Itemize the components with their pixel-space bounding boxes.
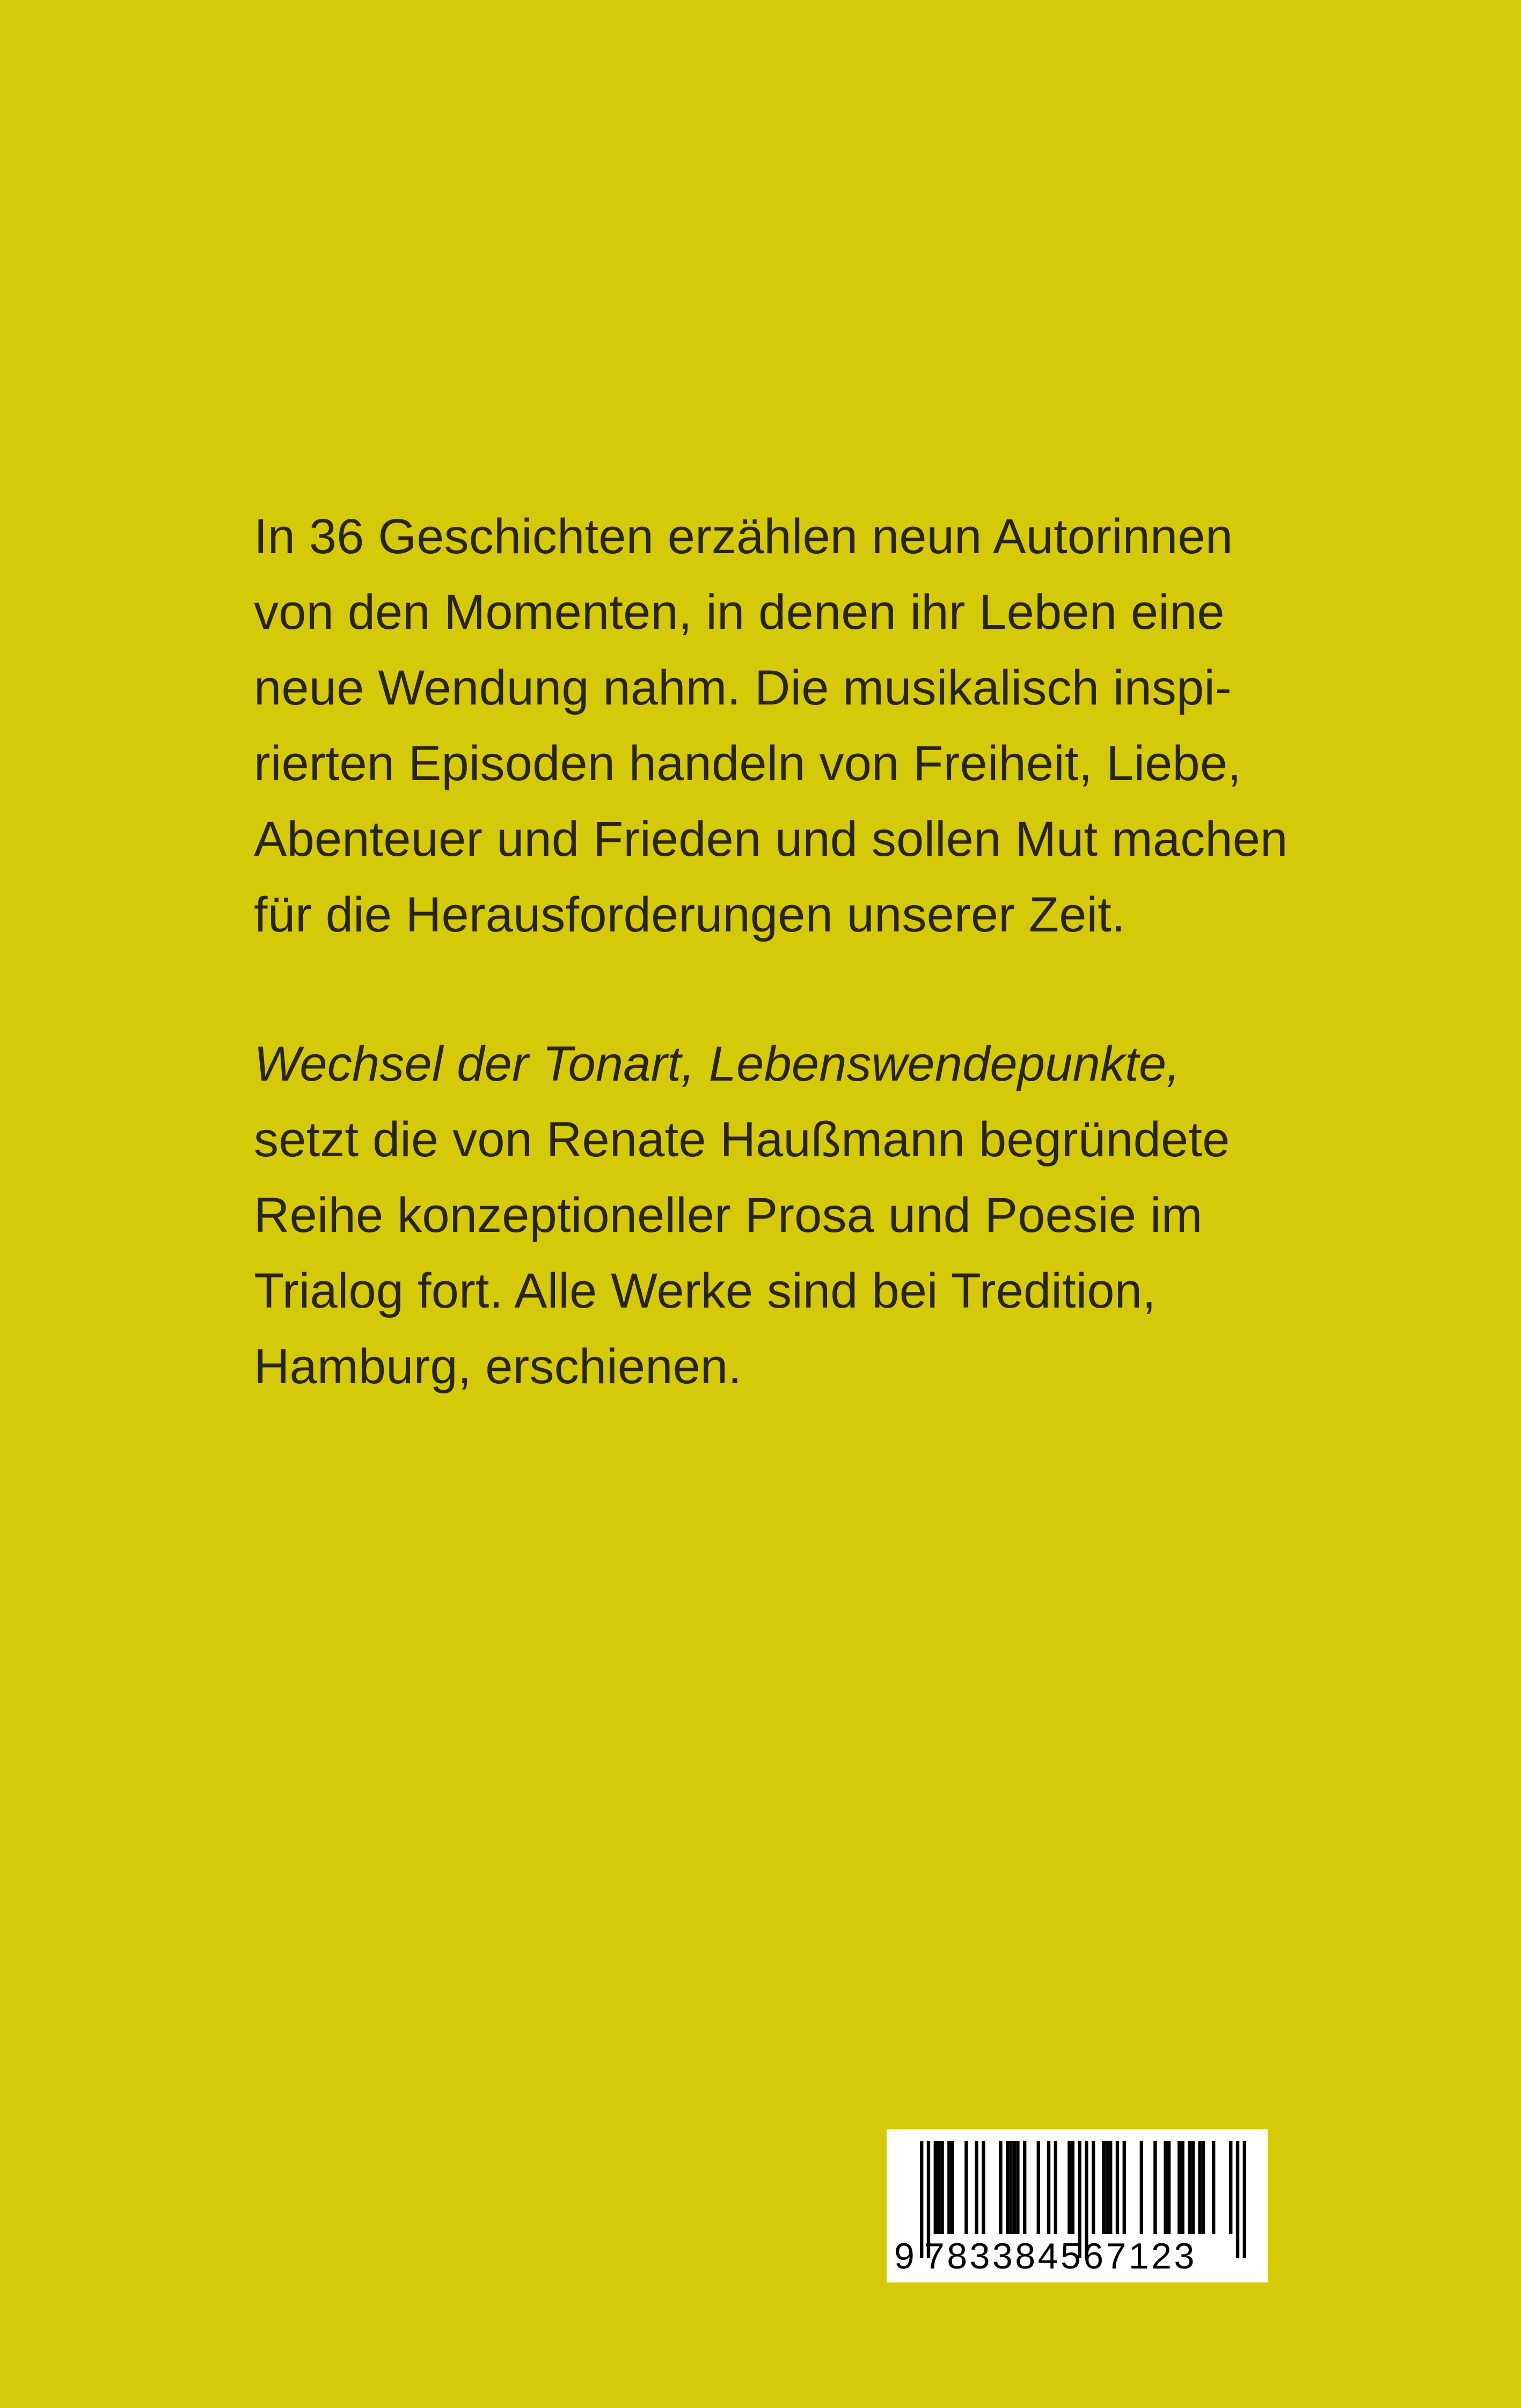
barcode-bar <box>1212 2141 1215 2234</box>
barcode-bar <box>920 2141 923 2258</box>
barcode-bar <box>1102 2141 1105 2234</box>
barcode-bar <box>1229 2141 1232 2234</box>
barcode-bar <box>1006 2141 1009 2234</box>
barcode-bar <box>975 2141 978 2234</box>
barcode-bar <box>1023 2141 1026 2234</box>
barcode-bar <box>934 2141 937 2234</box>
barcode-bar <box>1181 2141 1184 2234</box>
barcode-bar <box>947 2141 950 2234</box>
blurb-line: von den Momenten, in denen ihr Leben eine <box>254 585 1225 640</box>
isbn-digits: 783384567123 <box>924 2236 1197 2277</box>
barcode-bar <box>951 2141 954 2234</box>
barcode-bar <box>1092 2141 1095 2234</box>
blurb-line: Abenteuer und Frieden und sollen Mut machen <box>254 812 1288 867</box>
barcode-bar <box>937 2141 940 2234</box>
barcode-bar <box>1067 2141 1071 2234</box>
barcode-bar <box>1106 2141 1109 2234</box>
blurb-line: neue Wendung nahm. Die musikalisch inspi- <box>254 660 1232 715</box>
barcode-bar <box>1198 2141 1201 2234</box>
barcode-bar <box>1109 2141 1112 2234</box>
barcode-bar <box>982 2141 985 2234</box>
blurb-line: In 36 Geschichten erzählen neun Autorinnen <box>254 509 1233 564</box>
blurb-line: für die Herausforderungen unserer Zeit. <box>254 887 1125 942</box>
blurb-line: setzt die von Renate Haußmann begründete <box>254 1112 1230 1167</box>
blurb-paragraph-1 <box>254 499 1300 953</box>
blurb-line: Trialog fort. Alle Werke sind bei Tredition, <box>254 1264 1156 1318</box>
barcode-bar <box>1153 2141 1157 2234</box>
barcode-bar <box>1123 2141 1126 2234</box>
barcode-bar <box>999 2141 1002 2234</box>
barcode-bar <box>1047 2141 1050 2234</box>
barcode-bar <box>1016 2141 1019 2234</box>
barcode-bar <box>1188 2141 1191 2234</box>
blurb-line: Hamburg, erschienen. <box>254 1339 742 1394</box>
isbn-barcode <box>887 2129 1268 2282</box>
barcode-bar <box>1167 2141 1171 2234</box>
book-title-line: Wechsel der Tonart, Lebenswendepunkte, <box>254 1037 1181 1091</box>
barcode-bar <box>1164 2141 1167 2234</box>
barcode-bar <box>1116 2141 1119 2234</box>
barcode-bar <box>1191 2141 1195 2234</box>
blurb-text <box>254 499 1300 1405</box>
barcode-bar <box>1009 2141 1012 2234</box>
barcode-bar <box>1071 2141 1074 2234</box>
barcode-bar <box>1013 2141 1016 2234</box>
barcode-bar <box>940 2141 944 2234</box>
paragraph-spacer <box>254 953 1300 1026</box>
blurb-line: rierten Episoden handeln von Freiheit, Liebe, <box>254 736 1241 791</box>
blurb-paragraph-2 <box>254 1026 1300 1405</box>
barcode-bar <box>1178 2141 1181 2234</box>
isbn-first-digit: 9 <box>894 2236 915 2277</box>
barcode-bar <box>1140 2141 1143 2234</box>
blurb-line: Reihe konzeptioneller Prosa und Poesie im <box>254 1188 1203 1243</box>
barcode-bar <box>1202 2141 1205 2234</box>
barcode-bar <box>964 2141 968 2234</box>
barcode-bar <box>1054 2141 1057 2234</box>
barcode-bar <box>1037 2141 1040 2234</box>
